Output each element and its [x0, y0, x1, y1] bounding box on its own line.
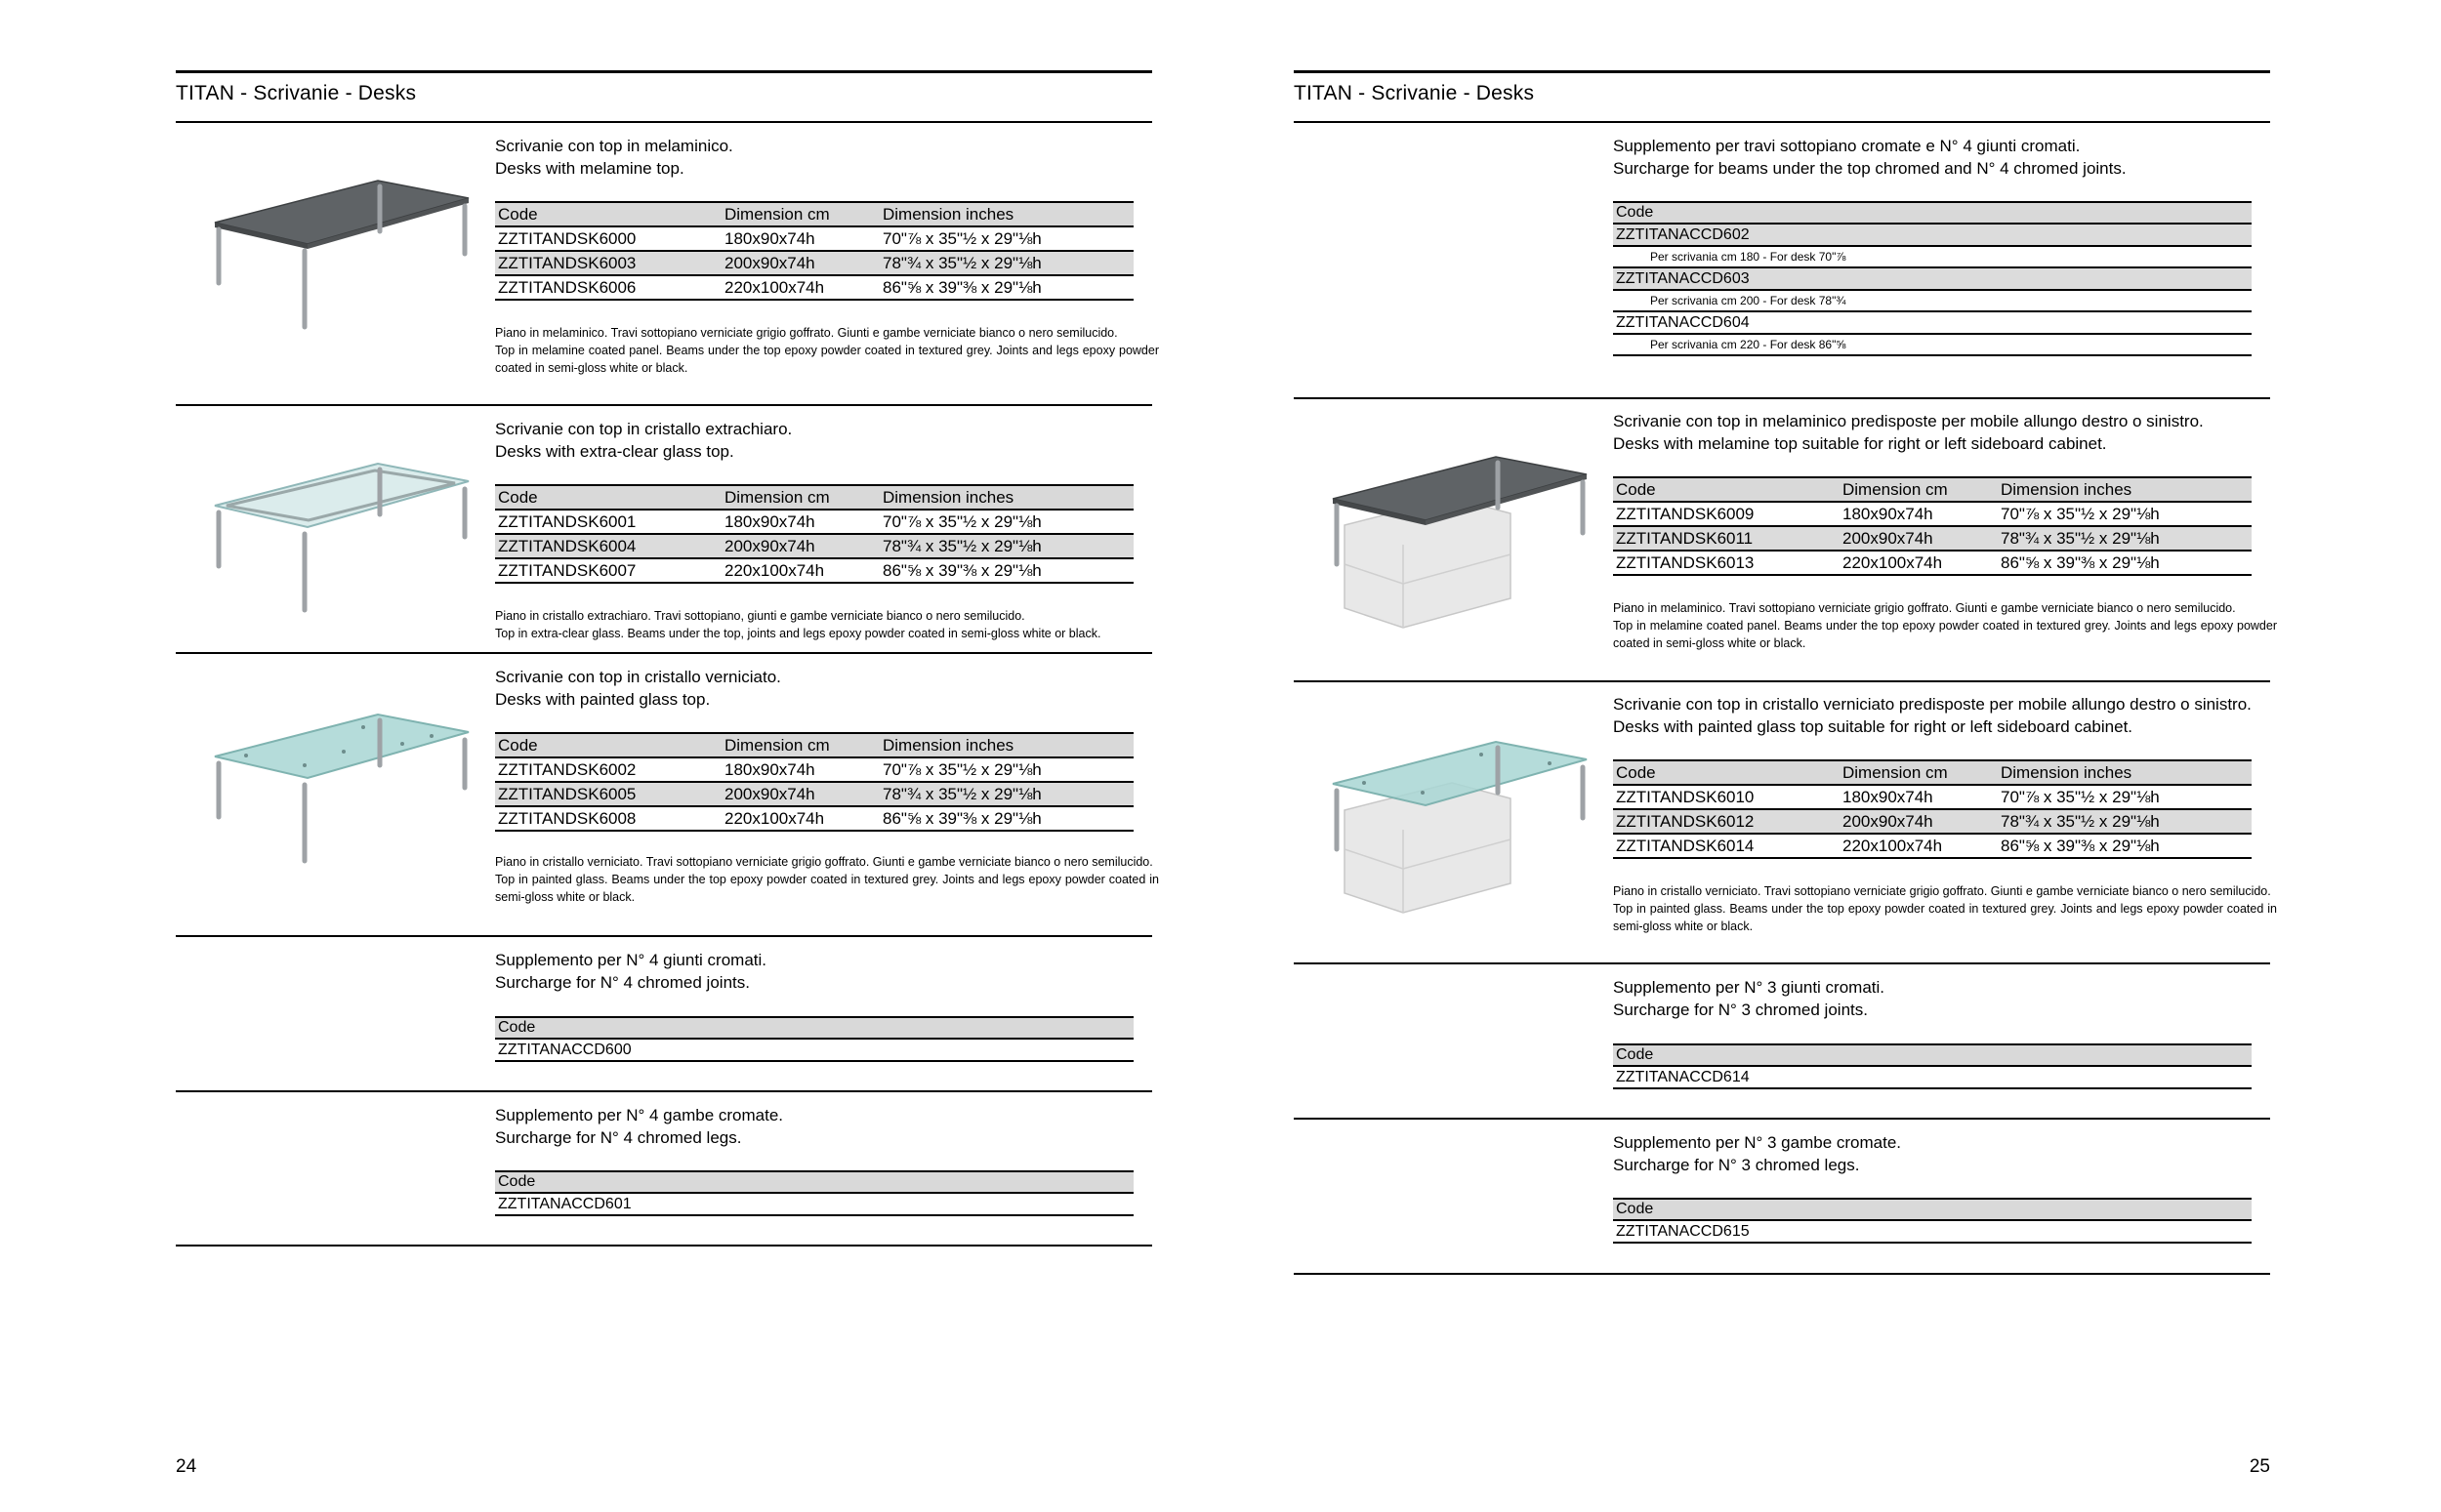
spec-table [495, 201, 1134, 301]
column-header: Dimension cm [722, 733, 880, 757]
column-header: Code [1613, 760, 1840, 785]
page-number: 24 [176, 1456, 197, 1477]
code-cell: ZZTITANDSK6012 [1613, 809, 1840, 834]
desk-melamine-cabinet-image [1325, 437, 1608, 633]
dim-inch-cell: 86"⅝ x 39"⅜ x 29"⅛h [880, 806, 1134, 831]
code-cell: ZZTITANACCD602 [1613, 224, 2252, 246]
dim-inch-cell: 70"⅞ x 35"½ x 29"⅛h [1998, 785, 2252, 809]
table-row [1613, 551, 2252, 575]
table-row [495, 226, 1134, 251]
code-table [1613, 1198, 2252, 1244]
dim-inch-cell: 70"⅞ x 35"½ x 29"⅛h [880, 226, 1134, 251]
dim-inch-cell: 86"⅝ x 39"⅜ x 29"⅛h [1998, 834, 2252, 858]
section-description [495, 418, 792, 463]
code-note: Per scrivania cm 180 - For desk 70"⅞ [1613, 246, 2252, 267]
section-description [495, 135, 733, 180]
section-divider [1294, 962, 2270, 964]
header-rule [176, 70, 1152, 73]
section-description [1613, 976, 1884, 1021]
table-header [495, 202, 1134, 226]
description-en: Surcharge for N° 3 chromed legs. [1613, 1156, 1860, 1174]
code-cell: ZZTITANDSK6014 [1613, 834, 1840, 858]
column-header: Dimension cm [1840, 477, 1998, 502]
code-cell: ZZTITANDSK6003 [495, 251, 722, 275]
table-row [495, 510, 1134, 534]
description-it: Supplemento per N° 4 gambe cromate. [495, 1106, 784, 1124]
code-cell: ZZTITANACCD604 [1613, 311, 2252, 334]
description-en: Desks with melamine top suitable for right or left sideboard cabinet. [1613, 434, 2107, 453]
table-header [1613, 477, 2252, 502]
description-it: Supplemento per N° 4 giunti cromati. [495, 951, 766, 969]
section-description [1613, 693, 2252, 738]
notes-it: Piano in cristallo verniciato. Travi sottopiano verniciate grigio goffrato. Giunti e gambe verniciate bianco o nero semilucido. [495, 855, 1153, 869]
column-header: Code [1613, 202, 2252, 224]
dim-cm-cell: 180x90x74h [1840, 502, 1998, 526]
description-en: Desks with extra-clear glass top. [495, 442, 734, 461]
description-en: Surcharge for N° 4 chromed legs. [495, 1128, 742, 1147]
table-row [495, 782, 1134, 806]
code-cell: ZZTITANDSK6011 [1613, 526, 1840, 551]
code-cell: ZZTITANDSK6005 [495, 782, 722, 806]
description-en: Surcharge for N° 4 chromed joints. [495, 973, 750, 992]
description-it: Supplemento per N° 3 giunti cromati. [1613, 978, 1884, 997]
code-cell: ZZTITANDSK6000 [495, 226, 722, 251]
section-divider [176, 652, 1152, 654]
section-divider [176, 404, 1152, 406]
dim-inch-cell: 86"⅝ x 39"⅜ x 29"⅛h [880, 558, 1134, 583]
page-title: TITAN - Scrivanie - Desks [1294, 82, 1535, 104]
table-row [495, 251, 1134, 275]
code-note: Per scrivania cm 220 - For desk 86"⅝ [1613, 334, 2252, 355]
dim-cm-cell: 180x90x74h [722, 510, 880, 534]
table-row [1613, 834, 2252, 858]
column-header: Dimension cm [1840, 760, 1998, 785]
table-row [495, 558, 1134, 583]
material-notes [1613, 882, 2277, 935]
description-it: Supplemento per N° 3 gambe cromate. [1613, 1133, 1902, 1152]
notes-en: Top in painted glass. Beams under the top epoxy powder coated in textured grey. Joints and legs epoxy powder coated in semi-gloss white or black. [495, 873, 1159, 904]
dim-cm-cell: 200x90x74h [1840, 809, 1998, 834]
column-header: Code [1613, 1199, 2252, 1220]
code-cell: ZZTITANACCD600 [495, 1039, 1134, 1061]
section-description [1613, 410, 2204, 455]
code-cell: ZZTITANDSK6004 [495, 534, 722, 558]
dim-cm-cell: 180x90x74h [1840, 785, 1998, 809]
column-header: Dimension inches [1998, 760, 2252, 785]
notes-en: Top in melamine coated panel. Beams under the top epoxy powder coated in textured grey. Joints and legs epoxy powder coated in semi-gloss white or black. [495, 344, 1159, 375]
code-cell: ZZTITANDSK6007 [495, 558, 722, 583]
spec-table [495, 732, 1134, 832]
dim-cm-cell: 200x90x74h [722, 534, 880, 558]
code-table [1613, 201, 2252, 356]
table-row [495, 275, 1134, 300]
section-description [1613, 135, 2127, 180]
dim-inch-cell: 70"⅞ x 35"½ x 29"⅛h [880, 757, 1134, 782]
description-it: Scrivanie con top in cristallo verniciato predisposte per mobile allungo destro o sinistro. [1613, 695, 2252, 714]
code-table [1613, 1043, 2252, 1089]
dim-inch-cell: 78"¾ x 35"½ x 29"⅛h [1998, 526, 2252, 551]
section-description [495, 1104, 783, 1149]
description-it: Scrivanie con top in cristallo verniciato. [495, 668, 781, 686]
table-row [1613, 785, 2252, 809]
table-row [495, 757, 1134, 782]
section-divider [1294, 1273, 2270, 1275]
desk-melamine-image [207, 161, 490, 347]
section-divider [1294, 121, 2270, 123]
dim-cm-cell: 200x90x74h [722, 782, 880, 806]
notes-en: Top in extra-clear glass. Beams under the top, joints and legs epoxy powder coated in semi-gloss white or black. [495, 627, 1101, 640]
code-cell: ZZTITANDSK6013 [1613, 551, 1840, 575]
page-number: 25 [2249, 1456, 2270, 1477]
description-en: Desks with painted glass top. [495, 690, 711, 709]
dim-inch-cell: 86"⅝ x 39"⅜ x 29"⅛h [880, 275, 1134, 300]
table-header [495, 485, 1134, 510]
dim-inch-cell: 70"⅞ x 35"½ x 29"⅛h [1998, 502, 2252, 526]
section-divider [1294, 680, 2270, 682]
section-divider [176, 121, 1152, 123]
dim-inch-cell: 86"⅝ x 39"⅜ x 29"⅛h [1998, 551, 2252, 575]
material-notes [495, 607, 1159, 642]
column-header: Code [495, 202, 722, 226]
page-title: TITAN - Scrivanie - Desks [176, 82, 417, 104]
description-en: Surcharge for N° 3 chromed joints. [1613, 1001, 1868, 1019]
table-header [1613, 760, 2252, 785]
section-description [495, 666, 781, 711]
column-header: Code [495, 1171, 1134, 1193]
code-table [495, 1170, 1134, 1216]
notes-it: Piano in cristallo verniciato. Travi sottopiano verniciate grigio goffrato. Giunti e gambe verniciate bianco o nero semilucido. [1613, 884, 2271, 898]
spec-table [1613, 476, 2252, 576]
table-row [1613, 526, 2252, 551]
column-header: Code [495, 733, 722, 757]
spec-table [495, 484, 1134, 584]
dim-cm-cell: 180x90x74h [722, 226, 880, 251]
column-header: Dimension inches [880, 202, 1134, 226]
column-header: Dimension inches [880, 485, 1134, 510]
column-header: Code [495, 1017, 1134, 1039]
description-en: Desks with painted glass top suitable for right or left sideboard cabinet. [1613, 717, 2133, 736]
section-divider [176, 1245, 1152, 1246]
description-en: Desks with melamine top. [495, 159, 684, 178]
description-it: Supplemento per travi sottopiano cromate e N° 4 giunti cromati. [1613, 137, 2081, 155]
notes-it: Piano in melaminico. Travi sottopiano verniciate grigio goffrato. Giunti e gambe verniciate bianco o nero semilucido. [495, 326, 1118, 340]
dim-inch-cell: 78"¾ x 35"½ x 29"⅛h [880, 782, 1134, 806]
description-it: Scrivanie con top in melaminico predisposte per mobile allungo destro o sinistro. [1613, 412, 2204, 430]
table-row [1613, 809, 2252, 834]
table-row [1613, 502, 2252, 526]
code-cell: ZZTITANACCD601 [495, 1193, 1134, 1215]
desk-painted-glass-cabinet-image [1325, 722, 1608, 918]
code-cell: ZZTITANACCD614 [1613, 1066, 2252, 1088]
description-it: Scrivanie con top in cristallo extrachiaro. [495, 420, 793, 438]
code-note: Per scrivania cm 200 - For desk 78"¾ [1613, 290, 2252, 311]
column-header: Code [1613, 477, 1840, 502]
code-cell: ZZTITANDSK6002 [495, 757, 722, 782]
dim-cm-cell: 200x90x74h [722, 251, 880, 275]
notes-en: Top in melamine coated panel. Beams under the top epoxy powder coated in textured grey. Joints and legs epoxy powder coated in semi-gloss white or black. [1613, 619, 2277, 650]
section-divider [176, 935, 1152, 937]
column-header: Code [495, 485, 722, 510]
desk-clear-glass-image [207, 444, 490, 630]
column-header: Dimension inches [1998, 477, 2252, 502]
code-cell: ZZTITANDSK6006 [495, 275, 722, 300]
dim-inch-cell: 78"¾ x 35"½ x 29"⅛h [880, 251, 1134, 275]
section-divider [1294, 1118, 2270, 1120]
section-divider [176, 1090, 1152, 1092]
notes-it: Piano in cristallo extrachiaro. Travi sottopiano, giunti e gambe verniciate bianco o nero semilucido. [495, 609, 1025, 623]
column-header: Dimension inches [880, 733, 1134, 757]
table-row [495, 534, 1134, 558]
dim-cm-cell: 180x90x74h [722, 757, 880, 782]
section-description [495, 949, 766, 994]
code-cell: ZZTITANACCD603 [1613, 267, 2252, 290]
dim-cm-cell: 200x90x74h [1840, 526, 1998, 551]
dim-cm-cell: 220x100x74h [1840, 834, 1998, 858]
notes-en: Top in painted glass. Beams under the top epoxy powder coated in textured grey. Joints and legs epoxy powder coated in semi-gloss white or black. [1613, 902, 2277, 933]
dim-cm-cell: 220x100x74h [722, 275, 880, 300]
column-header: Dimension cm [722, 202, 880, 226]
dim-cm-cell: 220x100x74h [1840, 551, 1998, 575]
section-divider [1294, 397, 2270, 399]
description-it: Scrivanie con top in melaminico. [495, 137, 733, 155]
dim-inch-cell: 78"¾ x 35"½ x 29"⅛h [880, 534, 1134, 558]
material-notes [495, 853, 1159, 906]
right-page [1294, 0, 2277, 1512]
dim-inch-cell: 78"¾ x 35"½ x 29"⅛h [1998, 809, 2252, 834]
table-row [495, 806, 1134, 831]
table-header [495, 733, 1134, 757]
code-cell: ZZTITANDSK6010 [1613, 785, 1840, 809]
code-cell: ZZTITANDSK6008 [495, 806, 722, 831]
header-rule [1294, 70, 2270, 73]
code-cell: ZZTITANACCD615 [1613, 1220, 2252, 1243]
column-header: Code [1613, 1044, 2252, 1066]
code-cell: ZZTITANDSK6009 [1613, 502, 1840, 526]
dim-cm-cell: 220x100x74h [722, 558, 880, 583]
spec-table [1613, 759, 2252, 859]
left-page [176, 0, 1159, 1512]
section-description [1613, 1131, 1901, 1176]
desk-painted-glass-image [207, 695, 490, 880]
material-notes [1613, 599, 2277, 652]
dim-inch-cell: 70"⅞ x 35"½ x 29"⅛h [880, 510, 1134, 534]
code-cell: ZZTITANDSK6001 [495, 510, 722, 534]
notes-it: Piano in melaminico. Travi sottopiano verniciate grigio goffrato. Giunti e gambe verniciate bianco o nero semilucido. [1613, 601, 2236, 615]
description-en: Surcharge for beams under the top chromed and N° 4 chromed joints. [1613, 159, 2127, 178]
code-table [495, 1016, 1134, 1062]
dim-cm-cell: 220x100x74h [722, 806, 880, 831]
material-notes [495, 324, 1159, 377]
column-header: Dimension cm [722, 485, 880, 510]
